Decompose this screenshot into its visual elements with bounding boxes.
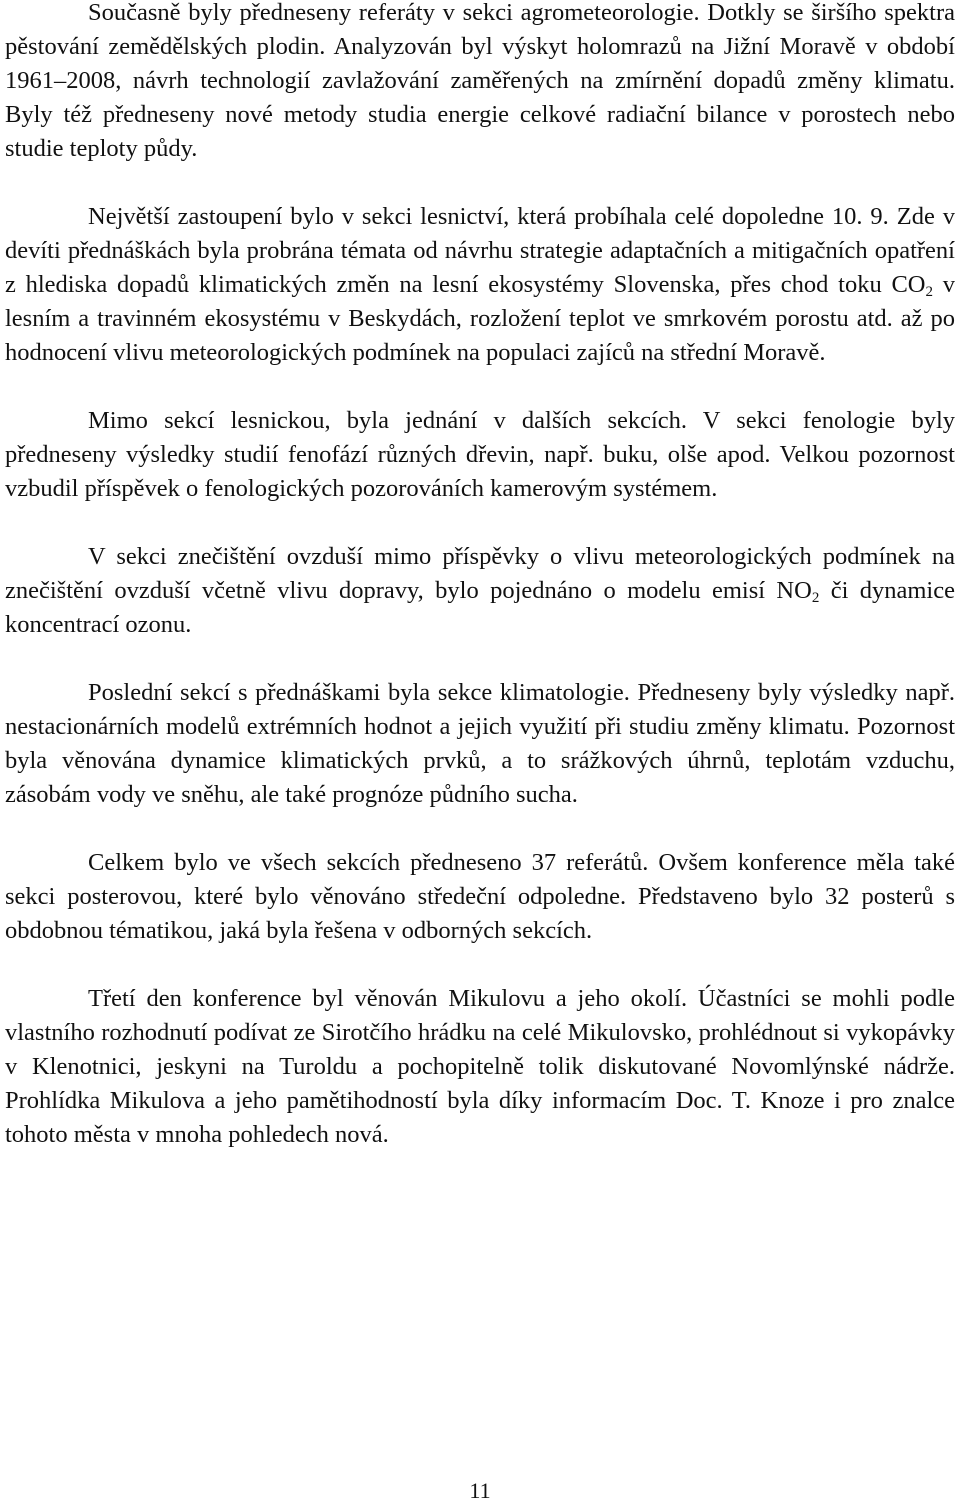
paragraph-forestry-text-2: v lesním a travinném ekosystému v Beskydách, rozložení teplot ve smrkovém porostu atd. až po hodnocení vlivu meteorologických podmínek na populaci zajíců na střední Moravě.	[5, 271, 956, 366]
page-number: 11	[469, 1478, 491, 1503]
paragraph-air-pollution	[5, 540, 955, 642]
paragraph-third-day: Třetí den konference byl věnován Mikulovu a jeho okolí. Účastníci se mohli podle vlastního rozhodnutí podívat ze Sirotčího hrádku na celé Mikulovsko, prohlédnout si vykopávky v Klenotnici, jeskyni na Turoldu a pochopitelně tolik diskutované Novomlýnské nádrže. Prohlídka Mikulova a jeho pamětihodností byla díky informacím Doc. T. Knoze i pro znalce tohoto města v mnoha pohledech nová.	[5, 985, 955, 1148]
co2-subscript: 2	[925, 284, 934, 300]
paragraph-phenology: Mimo sekcí lesnickou, byla jednání v dalších sekcích. V sekci fenologie byly předneseny výsledky studií fenofází různých dřevin, např. buku, olše apod. Velkou pozornost vzbudil příspěvek o fenologických pozorováních kamerovým systémem.	[5, 407, 955, 502]
paragraph-agrometeorology: Současně byly předneseny referáty v sekci agrometeorologie. Dotkly se širšího spektra pěstování zemědělských plodin. Analyzován byl výskyt holomrazů na Jižní Moravě v období 1961–2008, návrh technologií zavlažování zaměřených na zmírnění dopadů změny klimatu. Byly též předneseny nové metody studia energie celkové radiační bilance v porostech nebo studie teploty půdy.	[5, 0, 955, 162]
paragraph-forestry-text-1: Největší zastoupení bylo v sekci lesnictví, která probíhala celé dopoledne 10. 9. Zde v devíti přednáškách byla probrána témata od návrhu strategie adaptačních a mitigačních opatření z hlediska dopadů klimatických změn na lesní ekosystémy Slovenska, přes chod toku CO	[5, 203, 955, 298]
paragraph-forestry	[5, 200, 955, 370]
paragraph-summary: Celkem bylo ve všech sekcích předneseno 37 referátů. Ovšem konference měla také sekci posterovou, které bylo věnováno středeční odpoledne. Představeno bylo 32 posterů s obdobnou tématikou, jaká byla řešena v odborných sekcích.	[5, 849, 955, 944]
document-page	[5, 0, 955, 1152]
paragraph-air-pollution-text-2: či dynamice koncentrací ozonu.	[5, 577, 955, 638]
no2-subscript: 2	[811, 590, 820, 606]
paragraph-air-pollution-text-1: V sekci znečištění ovzduší mimo příspěvky o vlivu meteorologických podmínek na znečištění ovzduší včetně vlivu dopravy, bylo pojednáno o modelu emisí NO	[5, 543, 955, 604]
paragraph-climatology: Poslední sekcí s přednáškami byla sekce klimatologie. Předneseny byly výsledky např. nestacionárních modelů extrémních hodnot a jejich využití při studiu změny klimatu. Pozornost byla věnována dynamice klimatických prvků, a to srážkových úhrnů, teplotám vzduchu, zásobám vody ve sněhu, ale také prognóze půdního sucha.	[5, 679, 955, 808]
